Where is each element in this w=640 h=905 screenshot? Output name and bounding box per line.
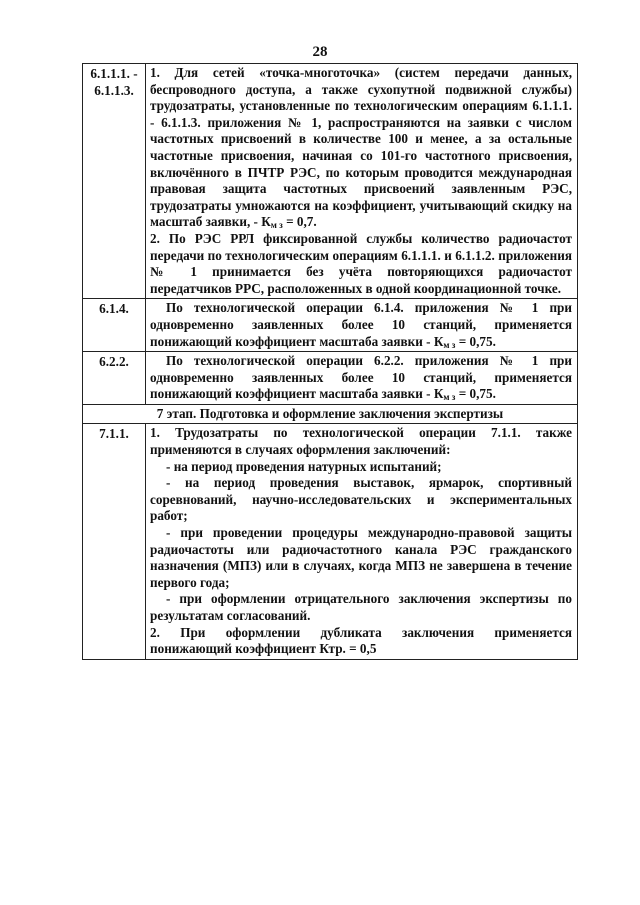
stage-title: 7 этап. Подготовка и оформление заключения экспертизы [83, 404, 578, 424]
paragraph: 2. По РЭС РРЛ фиксированной службы количество радиочастот передачи по технологическим операциям 6.1.1.1. и 6.1.1.2. приложения № 1 принимается без учёта повторяющихся радиочастот передатчиков РРС, расположенных в одной координационной точке. [150, 230, 572, 296]
paragraph: 2. При оформлении дубликата заключения применяется понижающий коэффициент Ктр. = 0,5 [150, 624, 572, 657]
paragraph: - при оформлении отрицательного заключения экспертизы по результатам согласований. [150, 591, 572, 623]
paragraph: - при проведении процедуры международно-правовой защиты радиочастоты или радиочастотного канала РЭС гражданского назначения (МПЗ) или в случаях, когда МПЗ не завершена в течение первого года; [150, 525, 572, 590]
table-row [83, 299, 578, 352]
table-row [83, 64, 578, 299]
row-description [146, 64, 578, 299]
table-row [83, 424, 578, 659]
paragraph: 1. Для сетей «точка-многоточка» (систем передачи данных, беспроводного доступа, а также сухопутной подвижной службы) трудозатраты, установленные по технологическим операциям 6.1.1.1. - 6.1.1.3. приложения № 1, распространяются на заявки с числом частотных присвоений в количестве 100 и менее, а за остальные частотные присвоения, начиная со 101-го частотного присвоения, включённого в ПЧТР РЭС, по которым проводится международная правовая защита частотных присвоений заявленным РЭС, трудозатраты умножаются на коэффициент, учитывающий скидку на масштаб заявки, - $К_{м з} = 0,7$. [150, 65, 572, 231]
paragraph: По технологической операции 6.2.2. приложения № 1 при одновременно заявленных более 10 станций, применяется понижающий коэффициент масштаба заявки - $К_{м з} = 0,75$. [150, 353, 572, 403]
paragraph: - на период проведения выставок, ярмарок, спортивный соревнований, научно-исследовательских и экспериментальных работ; [150, 475, 572, 524]
operation-code: 7.1.1. [83, 424, 146, 659]
paragraph: - на период проведения натурных испытаний; [166, 458, 442, 474]
stage-header-row [83, 404, 578, 424]
paragraph: По технологической операции 6.1.4. приложения № 1 при одновременно заявленных более 10 станций, применяется понижающий коэффициент масштаба заявки - $К_{м з} = 0,75$. [150, 300, 572, 350]
coefficient-subscript: м з [443, 339, 456, 350]
row-description [146, 299, 578, 352]
coefficient-subscript: м з [443, 392, 456, 403]
row-description [146, 424, 578, 659]
operation-code: 6.1.4. [83, 299, 146, 352]
coefficient-subscript: м з [270, 220, 283, 231]
operation-code: 6.1.1.1. - 6.1.1.3. [83, 64, 146, 299]
table-row [83, 352, 578, 405]
operation-code: 6.2.2. [83, 352, 146, 405]
coefficients-table [82, 63, 578, 660]
row-description [146, 352, 578, 405]
paragraph: 1. Трудозатраты по технологической операции 7.1.1. также применяются в случаях оформления заключений: [150, 425, 572, 458]
page-number: 28 [312, 44, 328, 60]
